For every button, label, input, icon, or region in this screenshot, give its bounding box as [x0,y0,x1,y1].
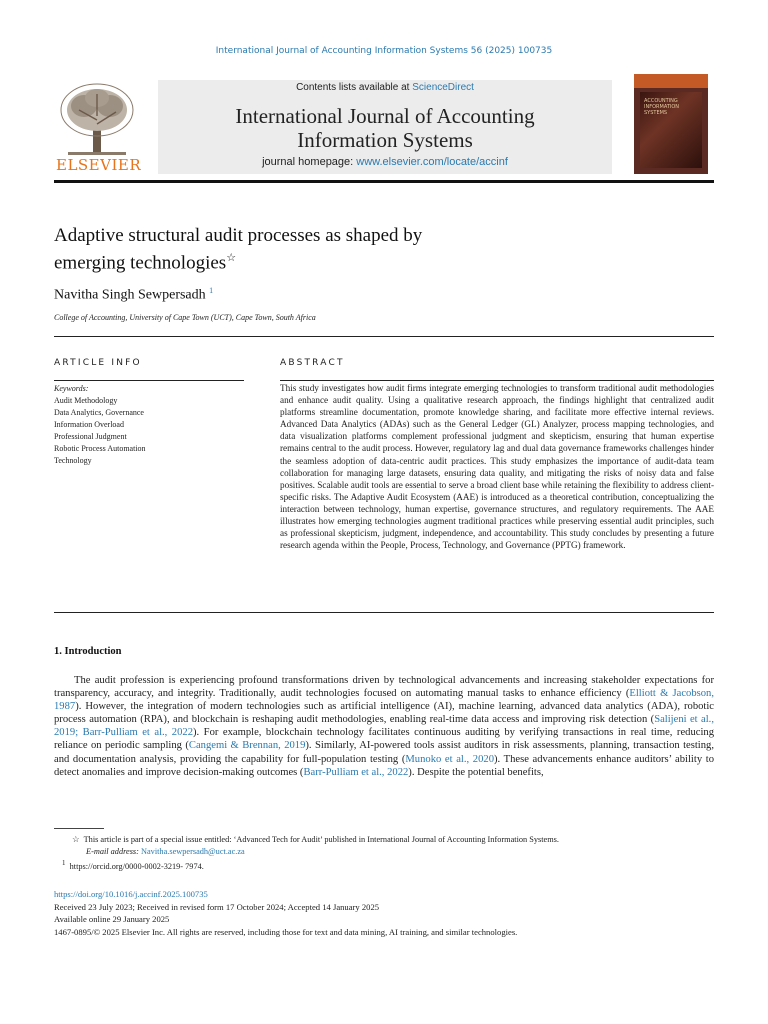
keyword-item: Audit Methodology [54,396,118,405]
email-link[interactable]: Navitha.sewpersadh@uct.ac.za [141,847,245,856]
publication-info [54,888,714,938]
citation-link[interactable]: Barr-Pulliam et al., 2022 [303,766,409,778]
orcid-link[interactable]: https://orcid.org/0000-0002-3219- 7974. [69,861,204,871]
keywords-label: Keywords: [54,384,89,393]
homepage-line: journal homepage: www.elsevier.com/locate/accinf [262,156,508,168]
cover-title: ACCOUNTING INFORMATION SYSTEMS [644,98,680,116]
copyright-notice: 1467-0895/© 2025 Elsevier Inc. All rights are reserved, including those for text and data mining, AI training, and similar technologies. [54,926,518,937]
journal-banner [158,80,612,174]
abstract-heading: ABSTRACT [280,358,345,368]
publisher-name: ELSEVIER [56,156,142,174]
available-online: Available online 29 January 2025 [54,914,170,925]
keyword-item: Professional Judgment [54,432,127,441]
contents-line: Contents lists available at ScienceDirect [296,82,474,93]
article-info-rule [54,380,244,381]
doi-link[interactable]: https://doi.org/10.1016/j.accinf.2025.100735 [54,889,208,899]
citation-link[interactable]: Salijeni et al., 2019; Barr-Pulliam et al., 2022 [54,714,714,739]
footnote-email: E-mail address: Navitha.sewpersadh@uct.ac.za [86,847,245,856]
journal-citation[interactable]: International Journal of Accounting Information Systems 56 (2025) 100735 [215,46,553,56]
article-info-heading: ARTICLE INFO [54,358,142,368]
keyword-item: Information Overload [54,420,124,429]
journal-cover-image[interactable] [634,74,708,174]
footnote-orcid: $^1$ https://orcid.org/0000-0002-3219- 7974. [62,860,204,871]
sciencedirect-link[interactable]: ScienceDirect [412,82,474,93]
keyword-item: Robotic Process Automation [54,444,146,453]
section-heading-introduction: 1. Introduction [54,646,122,657]
abstract-rule [280,380,714,381]
title-footnote-mark[interactable]: ☆ [226,252,237,264]
abstract-text: This study investigates how audit firms integrate emerging technologies to transform traditional audit methodologies and enhance audit quality. Using a qualitative research approach, the findings highlight that centralized audit platforms streamline documentation, promote knowledge sharing, and facilitate more effective internal reviews. Advanced Data Analytics (ADAs) such as the General Ledger (GL) Analyzer, process mapping technologies, and data visualization platforms complement professional judgment and skepticism, ensuring that human expertise remains central to the audit process. However, regulatory lag and dual data governance frameworks challenges hinder the seamless adoption of data-centric audit practices. This study emphasizes the importance of audit-data team collaboration for managing large datasets, ensuring data quality, and mitigating the risks of noisy data and false positives. Scalable audit tools are essential to serve a broad client base while retaining the flexibility to address client-specific risks. The Adaptive Audit Ecosystem (AAE) is introduced as a theoretical contribution, conceptualizing the interaction between technology, human expertise, governance structures, and regulatory requirements. The AAE illustrates how emerging technologies augment traditional practices while preserving essential audit principles, such as professional skepticism, judgment, independence, and accountability. This study concludes by presenting a future research agenda within the People, Process, Technology, and Governance (PPTG) framework. [280,383,714,551]
keywords-list [54,395,146,467]
citation-link[interactable]: Munoko et al., 2020 [405,753,494,765]
author-footnote-link[interactable]: 1 [209,286,214,295]
abstract-bottom-rule [54,612,714,613]
cover-band [634,74,708,88]
keyword-item: Technology [54,456,92,465]
homepage-link[interactable]: www.elsevier.com/locate/accinf [356,156,508,168]
footnote-divider [54,828,104,829]
keyword-item: Data Analytics, Governance [54,408,144,417]
masthead [54,72,714,180]
author-name: Navitha Singh Sewpersadh $^1$ [54,286,214,303]
article-title: Adaptive structural audit processes as shaped by emerging technologies☆ [54,225,423,274]
footnote-mark: ☆ [72,835,80,844]
author-affiliation: College of Accounting, University of Cape Town (UCT), Cape Town, South Africa [54,313,316,322]
footnote-special-issue: ☆ This article is part of a special issue entitled: ‘Advanced Tech for Audit’ published in International Journal of Accounting Information Systems. [72,835,559,844]
masthead-divider [54,180,714,183]
publication-history: Received 23 July 2023; Received in revised form 17 October 2024; Accepted 14 January 2025 [54,901,380,912]
header-divider [54,336,714,337]
citation-link[interactable]: Cangemi & Brennan, 2019 [188,740,306,752]
journal-title: International Journal of Accounting Information Systems [235,104,535,152]
introduction-paragraph: The audit profession is experiencing profound transformations driven by technological advancements and increasing stakeholder expectations for transparency, accuracy, and integrity. Traditionally, audit technologies focused on automating manual tasks to enhance efficiency (Elliott & Jacobson, 1987). However, the integration of modern technologies such as artificial intelligence (AI), machine learning, advanced data analytics (ADA), robotic process automation (RPA), and blockchain is reshaping audit methodologies, enabling real-time data access and improving risk detection (Salijeni et al., 2019; Barr-Pulliam et al., 2022). For example, blockchain technology facilitates continuous auditing by verifying transactions in real time, reducing reliance on periodic sampling (Cangemi & Brennan, 2019). Similarly, AI-powered tools assist auditors in risk assessments, planning, transaction testing, and documentation analysis, providing the capability for full-population testing (Munoko et al., 2020). These advancements enhance auditors’ ability to detect anomalies and improve decision-making outcomes (Barr-Pulliam et al., 2022). Despite the potential benefits, [54,675,715,778]
citation-link[interactable]: Elliott & Jacobson, 1987 [54,688,714,713]
